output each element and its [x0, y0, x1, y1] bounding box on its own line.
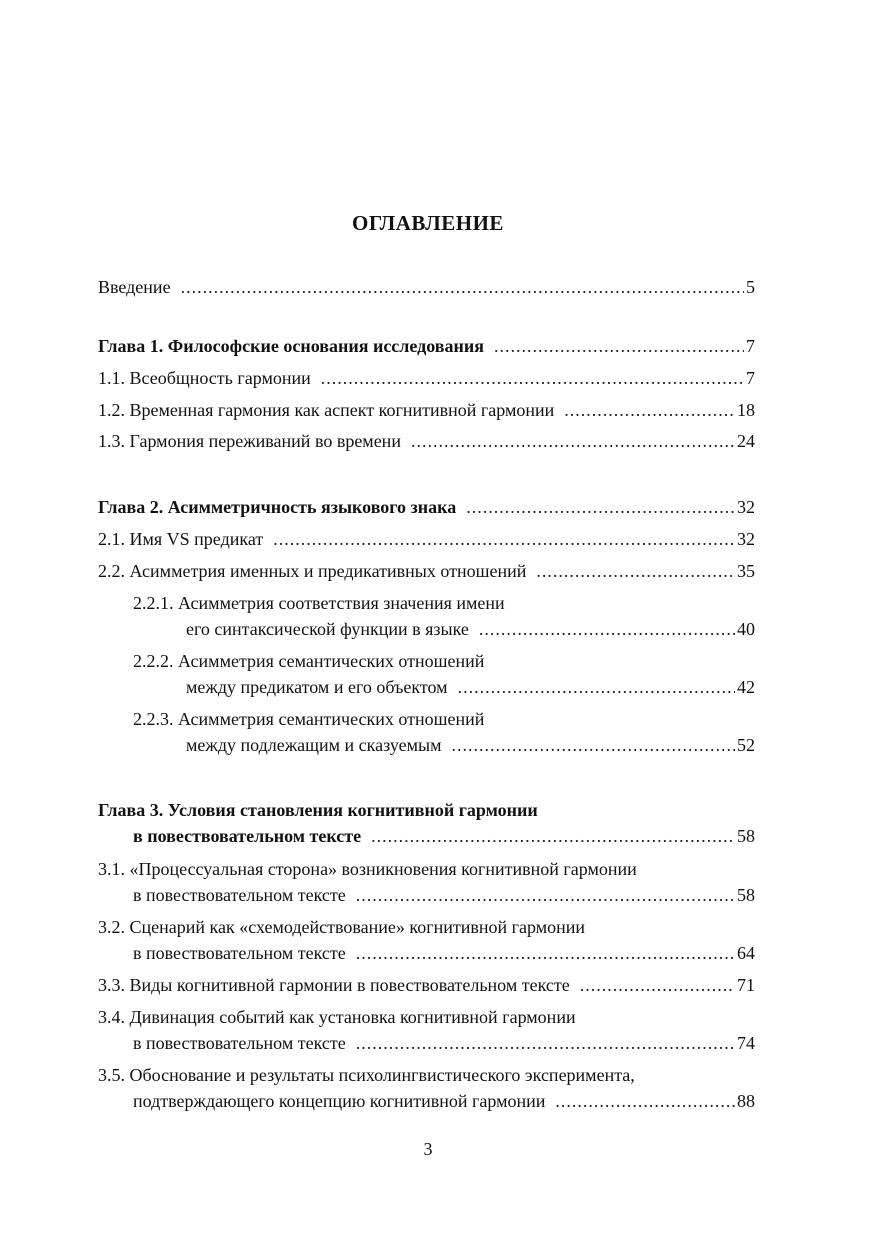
toc-entry-section-2-2-2[interactable] — [98, 648, 755, 700]
toc-entry-first-line: Глава 3. Условия становления когнитивной гармонии — [98, 800, 538, 820]
toc-entry-page: 42 — [737, 677, 755, 697]
dot-leader — [466, 494, 735, 520]
toc-entry-text: 1.3. Гармония переживаний во времени — [98, 431, 401, 451]
toc-entry-page: 32 — [737, 529, 755, 549]
dot-leader — [321, 365, 744, 391]
dot-leader — [411, 428, 735, 454]
toc-entry-page: 35 — [737, 561, 755, 581]
toc-entry-page: 58 — [737, 826, 755, 846]
toc-entry-page: 32 — [737, 497, 755, 517]
toc-entry-section-3-3[interactable] — [98, 972, 755, 998]
dot-leader — [555, 1088, 735, 1114]
toc-entry-text: 2.1. Имя VS предикат — [98, 529, 264, 549]
toc-entry-text: 1.1. Всеобщность гармонии — [98, 368, 311, 388]
toc-entry-page: 7 — [746, 336, 755, 356]
dot-leader — [494, 333, 744, 359]
toc-entry-section-3-4[interactable] — [98, 1004, 755, 1056]
dot-leader — [356, 882, 735, 908]
toc-entry-text: Введение — [98, 277, 171, 297]
toc-entry-text: 2.2. Асимметрия именных и предикативных отношений — [98, 561, 527, 581]
dot-leader — [181, 274, 744, 300]
toc-entry-first-line: 2.2.3. Асимметрия семантических отношений — [133, 709, 485, 729]
toc-entry-page: 24 — [737, 431, 755, 451]
toc-entry-text: в повествовательном тексте — [133, 943, 346, 963]
toc-entry-text: его синтаксической функции в языке — [186, 619, 469, 639]
toc-entry-chapter-1[interactable] — [98, 333, 755, 359]
toc-entry-text: в повествовательном тексте — [133, 1033, 346, 1053]
dot-leader — [356, 940, 735, 966]
dot-leader — [536, 558, 735, 584]
page-number: 3 — [423, 1139, 433, 1159]
toc-entry-first-line: 3.1. «Процессуальная сторона» возникновения когнитивной гармонии — [98, 859, 637, 879]
toc-entry-first-line: 2.2.1. Асимметрия соответствия значения имени — [133, 593, 505, 613]
toc-entry-page: 40 — [737, 619, 755, 639]
toc-entry-page: 64 — [737, 943, 755, 963]
toc-entry-first-line: 2.2.2. Асимметрия семантических отношений — [133, 651, 485, 671]
toc-entry-section-2-1[interactable] — [98, 526, 755, 552]
dot-leader — [580, 972, 735, 998]
toc-entry-section-3-1[interactable] — [98, 856, 755, 908]
toc-entry-text: 1.2. Временная гармония как аспект когнитивной гармонии — [98, 400, 555, 420]
dot-leader — [451, 732, 735, 758]
toc-entry-page: 74 — [737, 1033, 755, 1053]
toc-entry-text: подтверждающего концепцию когнитивной гармонии — [133, 1091, 546, 1111]
toc-entry-text: между подлежащим и сказуемым — [186, 735, 442, 755]
toc-entry-first-line: 3.5. Обоснование и результаты психолингвистического эксперимента, — [98, 1065, 635, 1085]
dot-leader — [356, 1030, 735, 1056]
toc-entry-text: Глава 2. Асимметричность языкового знака — [98, 497, 457, 517]
toc-entry-text: Глава 1. Философские основания исследования — [98, 336, 485, 356]
toc-title: ОГЛАВЛЕНИЕ — [352, 211, 504, 235]
toc-entry-section-2-2[interactable] — [98, 558, 755, 584]
toc-entry-page: 18 — [737, 400, 755, 420]
toc-entry-page: 71 — [737, 975, 755, 995]
dot-leader — [371, 823, 735, 849]
toc-entry-page: 52 — [737, 735, 755, 755]
toc-entry-page: 88 — [737, 1091, 755, 1111]
toc-entry-text: в повествовательном тексте — [133, 826, 362, 846]
toc-entry-first-line: 3.4. Дивинация событий как установка когнитивной гармонии — [98, 1007, 576, 1027]
dot-leader — [479, 616, 735, 642]
toc-entry-section-1-1[interactable] — [98, 365, 755, 391]
toc-entry-page: 58 — [737, 885, 755, 905]
toc-entry-text: 3.3. Виды когнитивной гармонии в повествовательном тексте — [98, 975, 570, 995]
toc-entry-text: между предикатом и его объектом — [186, 677, 448, 697]
toc-entry-section-2-2-3[interactable] — [98, 706, 755, 758]
toc-entry-first-line: 3.2. Сценарий как «схемодействование» когнитивной гармонии — [98, 917, 586, 937]
toc-entry-section-3-2[interactable] — [98, 914, 755, 966]
toc-entry-intro[interactable] — [98, 274, 755, 300]
dot-leader — [458, 674, 735, 700]
dot-leader — [273, 526, 735, 552]
toc-entry-text: в повествовательном тексте — [133, 885, 346, 905]
toc-entry-section-1-3[interactable] — [98, 428, 755, 454]
toc-entry-section-1-2[interactable] — [98, 397, 755, 423]
toc-entry-section-3-5[interactable] — [98, 1062, 755, 1114]
toc-entry-page: 7 — [746, 368, 755, 388]
dot-leader — [564, 397, 735, 423]
toc-entry-chapter-3[interactable] — [98, 797, 755, 849]
toc-entry-chapter-2[interactable] — [98, 494, 755, 520]
toc-entry-page: 5 — [746, 277, 755, 297]
toc-entry-section-2-2-1[interactable] — [98, 590, 755, 642]
